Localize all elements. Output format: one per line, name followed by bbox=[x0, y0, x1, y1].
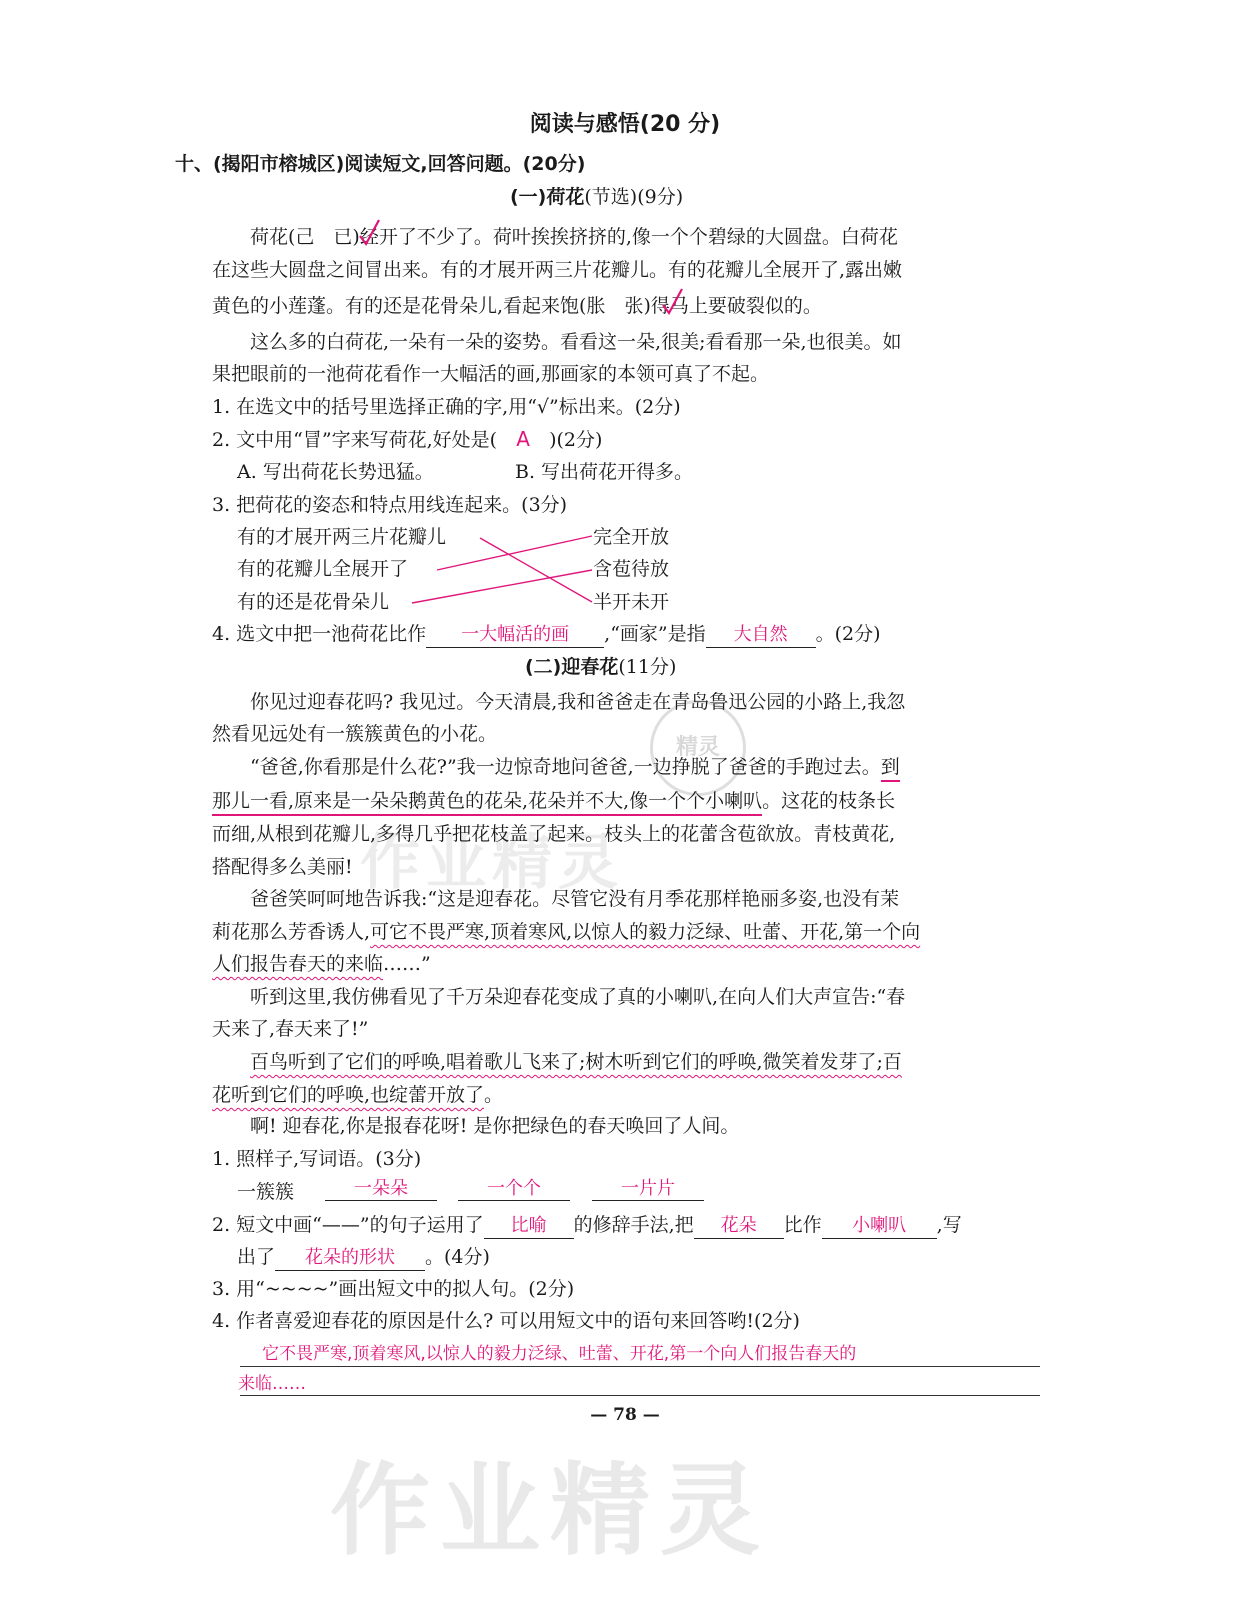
p2-line: 搭配得多么美丽! bbox=[212, 856, 353, 878]
match-right-3: 半开未开 bbox=[593, 591, 670, 613]
p2-line: “爸爸,你看那是什么花?”我一边惊奇地问爸爸,一边挣脱了爸爸的手跑过去。到 bbox=[250, 755, 900, 779]
passage1-line: 在这些大圆盘之间冒出来。有的才展开两三片花瓣儿。有的花瓣儿全展开了,露出嫩 bbox=[212, 259, 903, 281]
p2-q1-answer-2: 一个个 bbox=[458, 1174, 570, 1201]
p1-q1: 1. 在选文中的括号里选择正确的字,用“√”标出来。(2分) bbox=[212, 396, 681, 418]
p2-q2-line2: 出了 花朵的形状 。(4分) bbox=[237, 1245, 490, 1271]
p2-q4: 4. 作者喜爱迎春花的原因是什么? 可以用短文中的语句来回答哟!(2分) bbox=[212, 1310, 800, 1332]
p2-q4-answer-line2: 来临…… bbox=[238, 1374, 306, 1394]
watermark-stamp: 精灵 bbox=[650, 700, 746, 796]
p1-q2-option-a: A. 写出荷花长势迅猛。 bbox=[237, 461, 434, 483]
answer-rule-2 bbox=[240, 1395, 1040, 1396]
page-number: — 78 — bbox=[590, 1405, 660, 1425]
match-right-2: 含苞待放 bbox=[593, 558, 670, 580]
passage1-line: 这么多的白荷花,一朵有一朵的姿势。看看这一朵,很美;看看那一朵,也很美。如 bbox=[250, 331, 902, 353]
watermark-bottom: 作业精灵 bbox=[330, 1452, 770, 1569]
passage1-line: 黄色的小莲蓬。有的还是花骨朵儿,看起来饱(胀 张)得马上要破裂似的。 bbox=[212, 295, 822, 317]
p2-q1-answer-3: 一片片 bbox=[592, 1174, 704, 1201]
passage1-title: (一)荷花(节选)(9分) bbox=[510, 186, 684, 208]
answer-rule-1 bbox=[240, 1366, 1040, 1367]
p1-q2-answer: A bbox=[516, 427, 530, 451]
watermark-mid: 作业精灵 bbox=[360, 828, 624, 898]
p2-line: 然看见远处有一簇簇黄色的小花。 bbox=[212, 723, 498, 745]
p2-line: 你见过迎春花吗? 我见过。今天清晨,我和爸爸走在青岛鲁迅公园的小路上,我忽 bbox=[250, 691, 906, 713]
p2-line: 天来了,春天来了!” bbox=[212, 1018, 369, 1040]
match-left-1: 有的才展开两三片花瓣儿 bbox=[237, 526, 447, 548]
p2-line: 那儿一看,原来是一朵朵鹅黄色的花朵,花朵并不大,像一个个小喇叭。这花的枝条长 bbox=[212, 789, 895, 813]
p2-q2: 2. 短文中画“——”的句子运用了 比喻 的修辞手法,把 花朵 比作 小喇叭 ,写 bbox=[212, 1213, 962, 1239]
p2-line: 而细,从根到花瓣儿,多得几乎把花枝盖了起来。枝头上的花蕾含苞欲放。青枝黄花, bbox=[212, 823, 896, 845]
question-header: 十、(揭阳市榕城区)阅读短文,回答问题。(20分) bbox=[175, 153, 586, 175]
p2-q4-answer-line1: 它不畏严寒,顶着寒风,以惊人的毅力泛绿、吐蕾、开花,第一个向人们报告春天的 bbox=[262, 1344, 857, 1364]
p1-q4-answer-1: 一大幅活的画 bbox=[426, 623, 604, 648]
p1-q4: 4. 选文中把一池荷花比作 一大幅活的画 ,“画家”是指 大自然 。(2分) bbox=[212, 622, 881, 648]
p1-q2-option-b: B. 写出荷花开得多。 bbox=[515, 461, 694, 483]
p2-line: 听到这里,我仿佛看见了千万朵迎春花变成了真的小喇叭,在向人们大声宣告:“春 bbox=[250, 986, 906, 1008]
p2-line: 爸爸笑呵呵地告诉我:“这是迎春花。尽管它没有月季花那样艳丽多姿,也没有茉 bbox=[250, 888, 900, 910]
p1-q3: 3. 把荷花的姿态和特点用线连起来。(3分) bbox=[212, 494, 568, 516]
section-title: 阅读与感悟(20 分) bbox=[529, 112, 721, 137]
passage1-line: 果把眼前的一池荷花看作一大幅活的画,那画家的本领可真了不起。 bbox=[212, 363, 770, 385]
p2-line: 啊! 迎春花,你是报春花呀! 是你把绿色的春天唤回了人间。 bbox=[250, 1115, 740, 1137]
p1-q2: 2. 文中用“冒”字来写荷花,好处是( A )(2分) bbox=[212, 427, 603, 451]
p2-line: 莉花那么芳香诱人,可它不畏严寒,顶着寒风,以惊人的毅力泛绿、吐蕾、开花,第一个向 bbox=[212, 921, 921, 943]
passage2-title: (二)迎春花(11分) bbox=[525, 656, 677, 678]
p2-line: 百鸟听到了它们的呼唤,唱着歌儿飞来了;树木听到它们的呼唤,微笑着发芽了;百 bbox=[250, 1051, 902, 1073]
p2-line: 花听到它们的呼唤,也绽蕾开放了。 bbox=[212, 1084, 504, 1106]
p2-q1-example: 一簇簇 bbox=[237, 1181, 295, 1203]
p2-q1: 1. 照样子,写词语。(3分) bbox=[212, 1148, 422, 1170]
p2-q3: 3. 用“~~~~”画出短文中的拟人句。(2分) bbox=[212, 1278, 575, 1300]
p2-q1-answer-1: 一朵朵 bbox=[325, 1174, 437, 1201]
p2-line: 人们报告春天的来临……” bbox=[212, 953, 431, 975]
match-left-3: 有的还是花骨朵儿 bbox=[237, 591, 390, 613]
match-right-1: 完全开放 bbox=[593, 526, 670, 548]
p1-q4-answer-2: 大自然 bbox=[706, 623, 816, 648]
matching-lines bbox=[0, 0, 1250, 650]
match-left-2: 有的花瓣儿全展开了 bbox=[237, 558, 409, 580]
passage1-line: 荷花(己 已)经开了不少了。荷叶挨挨挤挤的,像一个个碧绿的大圆盘。白荷花 bbox=[250, 226, 898, 248]
